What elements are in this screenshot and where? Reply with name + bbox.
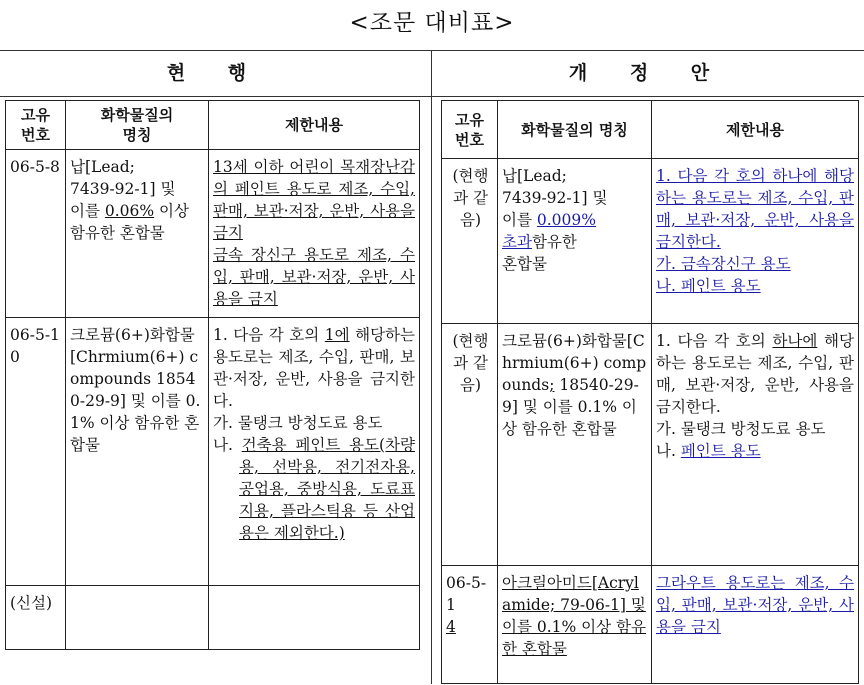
col-header-restriction: 제한내용 xyxy=(652,101,859,159)
col-header-id: 고유 번호 xyxy=(6,101,66,150)
row-restriction: 그라우트 용도로는 제조, 수입, 판매, 보관·저장, 운반, 사용을 금지 xyxy=(652,566,859,684)
row-id: (신설) xyxy=(6,586,66,650)
current-table xyxy=(5,100,420,650)
row-restriction: 13세 이하 어린이 목재장난감의 페인트 용도로 제조, 수입, 판매, 보관·저장, 운반, 사용을 금지 금속 장신구 용도로 제조, 수입, 판매, 보관·저장, 운반, 사용을 금지 xyxy=(209,150,420,318)
page-title: <조문 대비표> xyxy=(349,10,515,36)
row-name: 납[Lead; 7439-92-1] 및 이를 0.06% 이상 함유한 혼합물 xyxy=(66,150,209,318)
row-name: 아크릴아미드[Acrylamide; 79-06-1] 및 이를 0.1% 이상 함유한 혼합물 xyxy=(498,566,652,684)
row-restriction: 1. 다음 각 호의 하나에 해당하는 용도로는 제조, 수입, 판매, 보관·저장, 운반, 사용을 금지한다. 가. 물탱크 방청도료 용도 나. 페인트 용도 xyxy=(652,324,859,566)
proposed-table-header-row xyxy=(442,101,859,159)
row-restriction: 1. 다음 각 호의 하나에 해당하는 용도로는 제조, 수입, 판매, 보관·저장, 운반, 사용을 금지한다. 가. 금속장신구 용도 나. 페인트 용도 xyxy=(652,159,859,324)
col-header-restriction: 제한내용 xyxy=(209,101,420,150)
table-row xyxy=(6,586,420,650)
table-row xyxy=(6,318,420,586)
proposed-table xyxy=(441,100,859,684)
row-id: (현행과 같음) xyxy=(442,159,498,324)
table-row xyxy=(442,159,859,324)
col-header-id: 고유 번호 xyxy=(442,101,498,159)
section-divider xyxy=(431,50,432,684)
row-id: (현행과 같음) xyxy=(442,324,498,566)
row-name xyxy=(66,586,209,650)
row-restriction xyxy=(209,586,420,650)
row-id: 06-5-1 4 xyxy=(442,566,498,684)
row-name: 크로뮴(6+)화합물[Chrmium(6+) compounds 18540-29-9] 및 이를 0.1% 이상 함유한 혼합물 xyxy=(66,318,209,586)
row-name: 납[Lead; 7439-92-1] 및 이를 0.009% 초과함유한 혼합물 xyxy=(498,159,652,324)
current-section-header: 현 행 xyxy=(0,50,431,97)
proposed-section-header: 개 정 안 xyxy=(432,50,864,97)
col-header-name: 화학물질의 명칭 xyxy=(66,101,209,150)
row-restriction: 1. 다음 각 호의 1에 해당하는 용도로는 제조, 수입, 판매, 보관·저장, 운반, 사용을 금지한다. 가. 물탱크 방청도료 용도 나. 건축용 페인트 용도(차량용, 선박용, 전기전자용, 공업용, 중방식용, 도료표지용, 플라스틱용 등 산업용은 제외한다.) xyxy=(209,318,420,586)
table-row xyxy=(442,324,859,566)
col-header-name: 화학물질의 명칭 xyxy=(498,101,652,159)
row-id: 06-5-8 xyxy=(6,150,66,318)
current-table-header-row xyxy=(6,101,420,150)
row-name: 크로뮴(6+)화합물[Chrmium(6+) compounds; 18540-29-9] 및 이를 0.1% 이상 함유한 혼합물 xyxy=(498,324,652,566)
table-row xyxy=(6,150,420,318)
row-id: 06-5-10 xyxy=(6,318,66,586)
table-row xyxy=(442,566,859,684)
